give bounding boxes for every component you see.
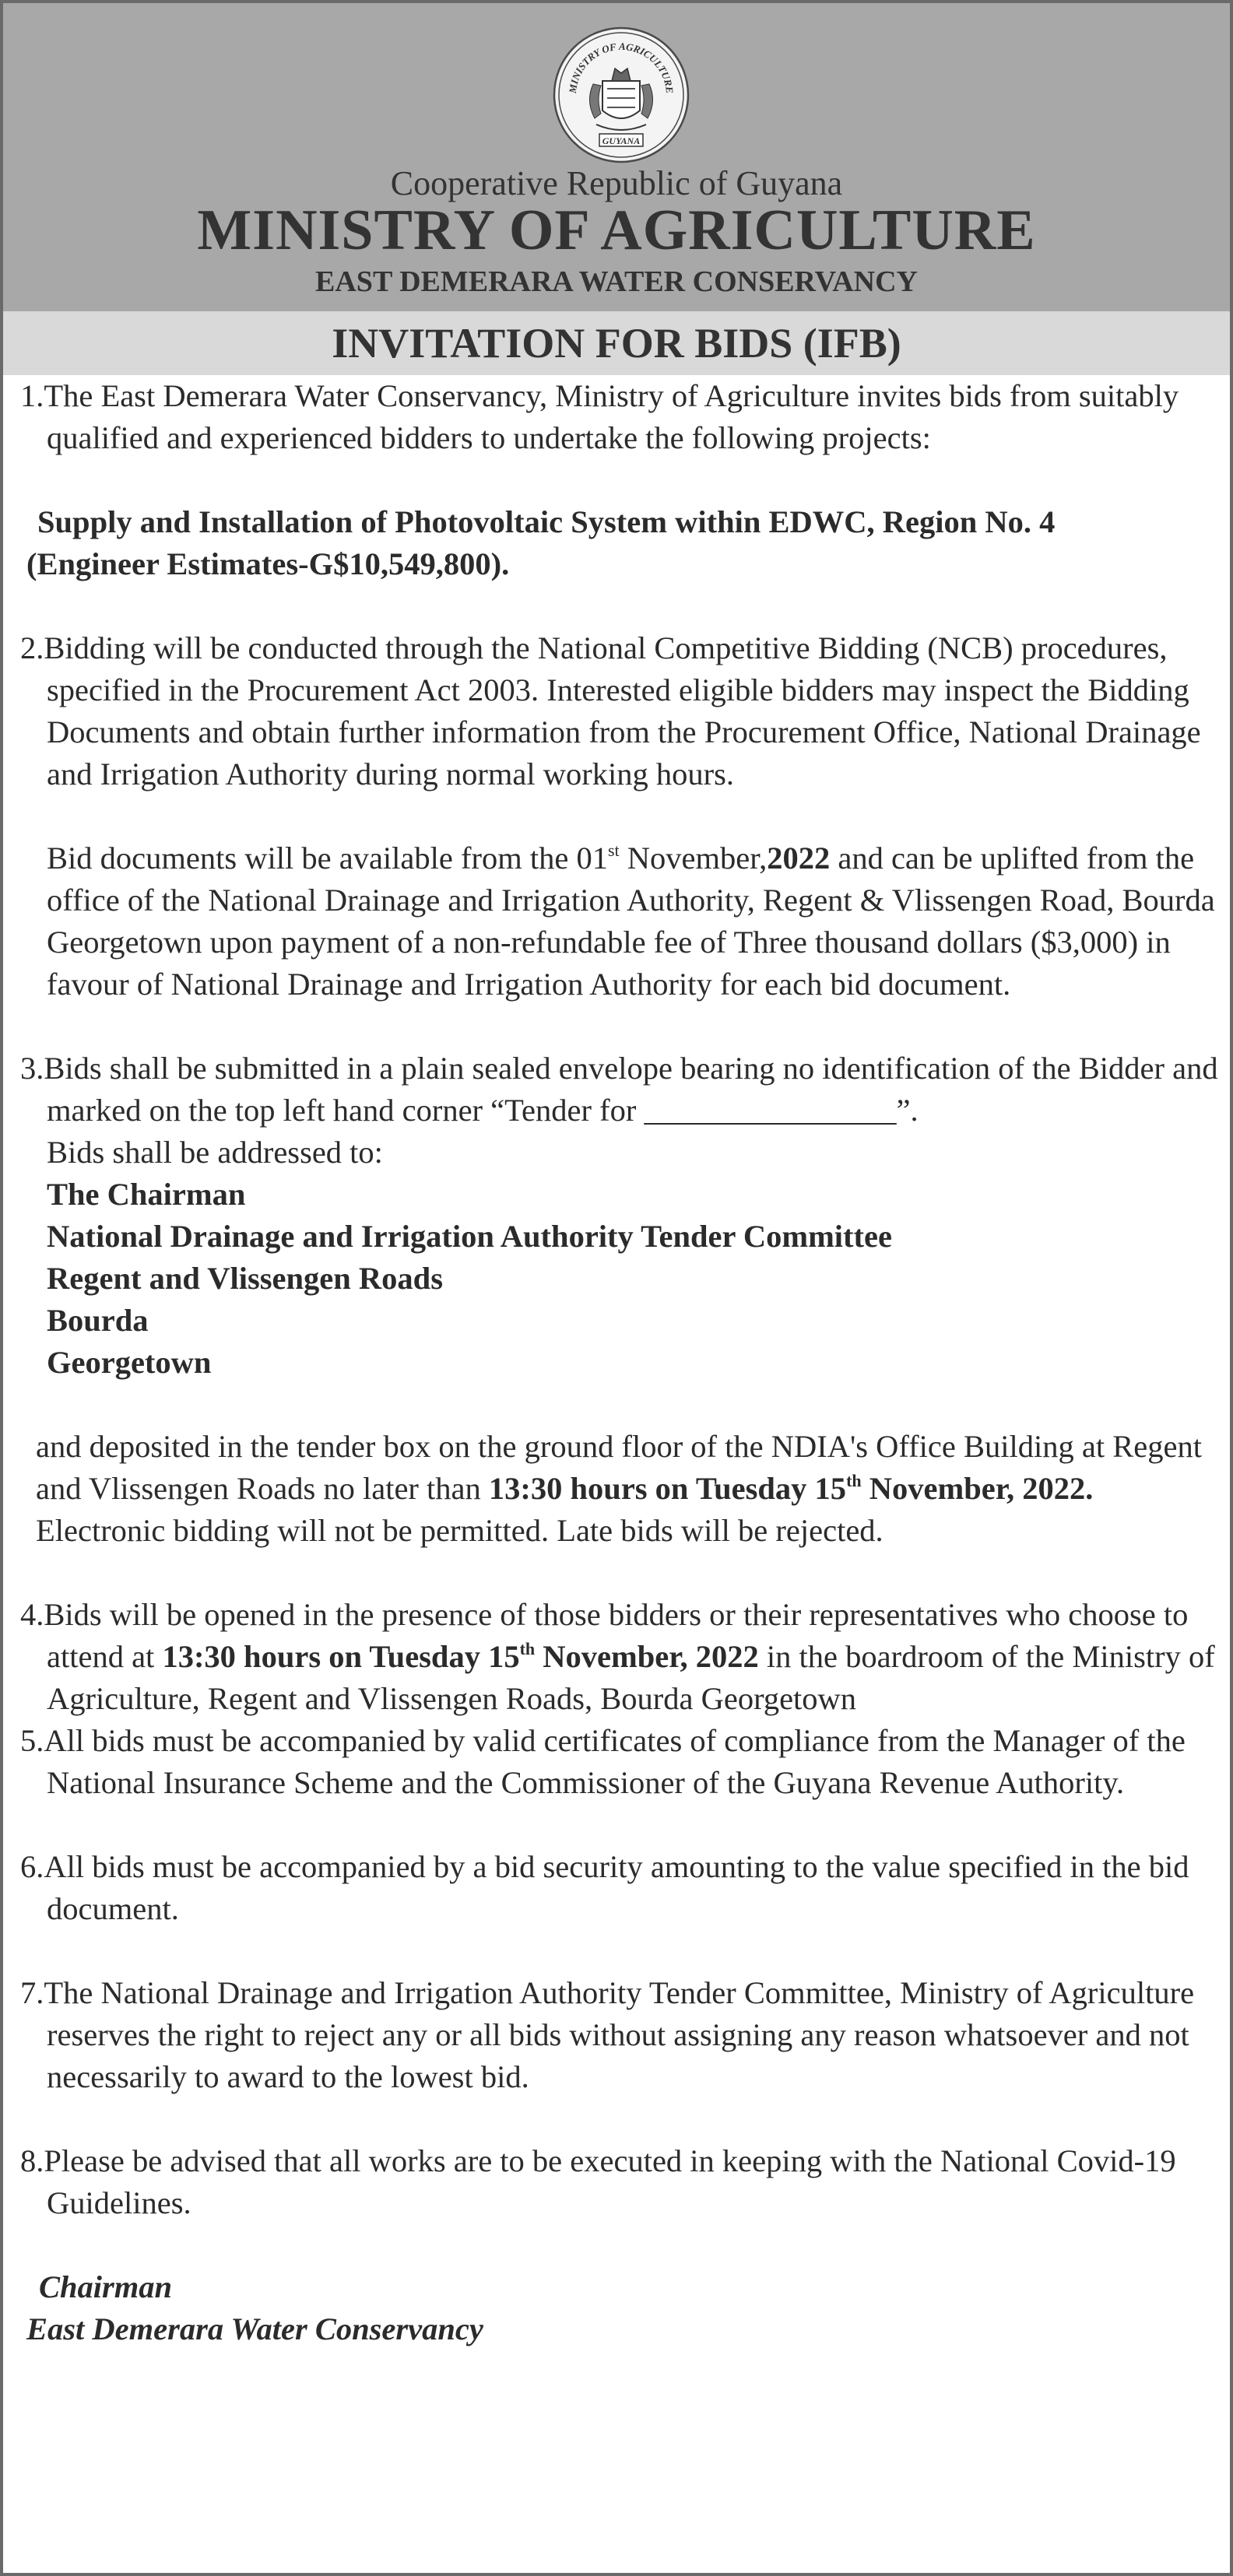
notice-title: INVITATION FOR BIDS (IFB) xyxy=(3,311,1230,375)
item-6: 6.All bids must be accompanied by a bid security amounting to the value specified in the bid document. xyxy=(20,1849,1189,1926)
docs-sup: st xyxy=(607,841,620,860)
opening-time: 13:30 hours on Tuesday 15 xyxy=(162,1639,520,1674)
item-3: 3.Bids shall be submitted in a plain sealed envelope bearing no identification of the Bidder and marked on the top left hand corner “Tender for ________________”. xyxy=(20,1051,1218,1128)
item-4 xyxy=(3,1594,1230,1720)
seal-ring-text: MINISTRY OF AGRICULTURE xyxy=(566,40,676,94)
item4-text-1: 4.Bids will be opened in the presence of those bidders or their representatives who choose to attend at xyxy=(20,1597,1189,1674)
project-title: Supply and Installation of Photovoltaic System within EDWC, Region No. 4 xyxy=(37,504,1056,539)
bid-documents-paragraph xyxy=(3,837,1230,1005)
country-name: Cooperative Republic of Guyana xyxy=(390,164,843,202)
item-5: 5.All bids must be accompanied by valid certificates of compliance from the Manager of the National Insurance Scheme and the Commissioner of the Guyana Revenue Authority. xyxy=(20,1723,1186,1800)
deposit-deadline: 13:30 hours on Tuesday 15 xyxy=(488,1471,847,1506)
addressed-to: Bids shall be addressed to: xyxy=(47,1135,383,1170)
agency-name: EAST DEMERARA WATER CONSERVANCY xyxy=(315,265,918,298)
deposit-date: November, 2022. xyxy=(861,1471,1094,1506)
deposit-sup: th xyxy=(846,1471,862,1490)
docs-year: 2022 xyxy=(767,841,831,876)
item4-text-2: in the boardroom of the Ministry of Agriculture, Regent and Vlissengen Roads, Bourda Georgetown xyxy=(47,1639,1215,1716)
signature-org: East Demerara Water Conservancy xyxy=(26,2311,483,2346)
item-2: 2.Bidding will be conducted through the National Competitive Bidding (NCB) procedures, specified in the Procurement Act 2003. Interested eligible bidders may inspect the Bidding Documents and obtain further information from the Procurement Office, National Drainage and Irrigation Authority during normal working hours. xyxy=(20,630,1201,791)
ministry-name: MINISTRY OF AGRICULTURE xyxy=(197,198,1036,262)
item-8: 8.Please be advised that all works are to be executed in keeping with the National Covid-19 Guidelines. xyxy=(20,2143,1176,2220)
opening-sup: th xyxy=(519,1639,536,1658)
opening-date: November, 2022 xyxy=(535,1639,759,1674)
docs-text-1: Bid documents will be available from the 01 xyxy=(47,841,608,876)
docs-text-3: and can be uplifted from the office of the National Drainage and Irrigation Authority, Regent & Vlissengen Road, Bourda Georgetown upon payment of a non-refundable fee of Three thousand dollars ($3,000) in favour of National Drainage and Irrigation Authority for each bid document. xyxy=(47,841,1215,1002)
seal-bottom-text: GUYANA xyxy=(602,135,641,146)
address-line: Regent and Vlissengen Roads xyxy=(47,1261,443,1296)
address-line: National Drainage and Irrigation Authority Tender Committee xyxy=(47,1219,892,1254)
item-7: 7.The National Drainage and Irrigation Authority Tender Committee, Ministry of Agriculture reserves the right to reject any or all bids without assigning any reason whatsoever and not necessarily to award to the lowest bid. xyxy=(20,1975,1195,2094)
notice-body xyxy=(3,375,1230,2350)
project-description xyxy=(3,501,1230,585)
deposit-paragraph xyxy=(3,1426,1230,1552)
docs-text-2: November, xyxy=(619,841,768,876)
signature-title: Chairman xyxy=(39,2269,173,2304)
item-1: 1.The East Demerara Water Conservancy, Ministry of Agriculture invites bids from suitably qualified and experienced bidders to undertake the following projects: xyxy=(20,378,1179,455)
address-line: The Chairman xyxy=(47,1177,246,1212)
address-line: Bourda xyxy=(47,1303,149,1338)
project-estimate: (Engineer Estimates-G$10,549,800). xyxy=(26,546,510,581)
ministry-seal-icon xyxy=(553,26,690,163)
address-line: Georgetown xyxy=(47,1345,212,1380)
deposit-text-1: and deposited in the tender box on the ground floor of the NDIA's Office Building at Regent and Vlissengen Roads no later than xyxy=(36,1429,1202,1506)
header-band xyxy=(3,3,1230,311)
deposit-text-2: Electronic bidding will not be permitted. Late bids will be rejected. xyxy=(36,1513,883,1548)
